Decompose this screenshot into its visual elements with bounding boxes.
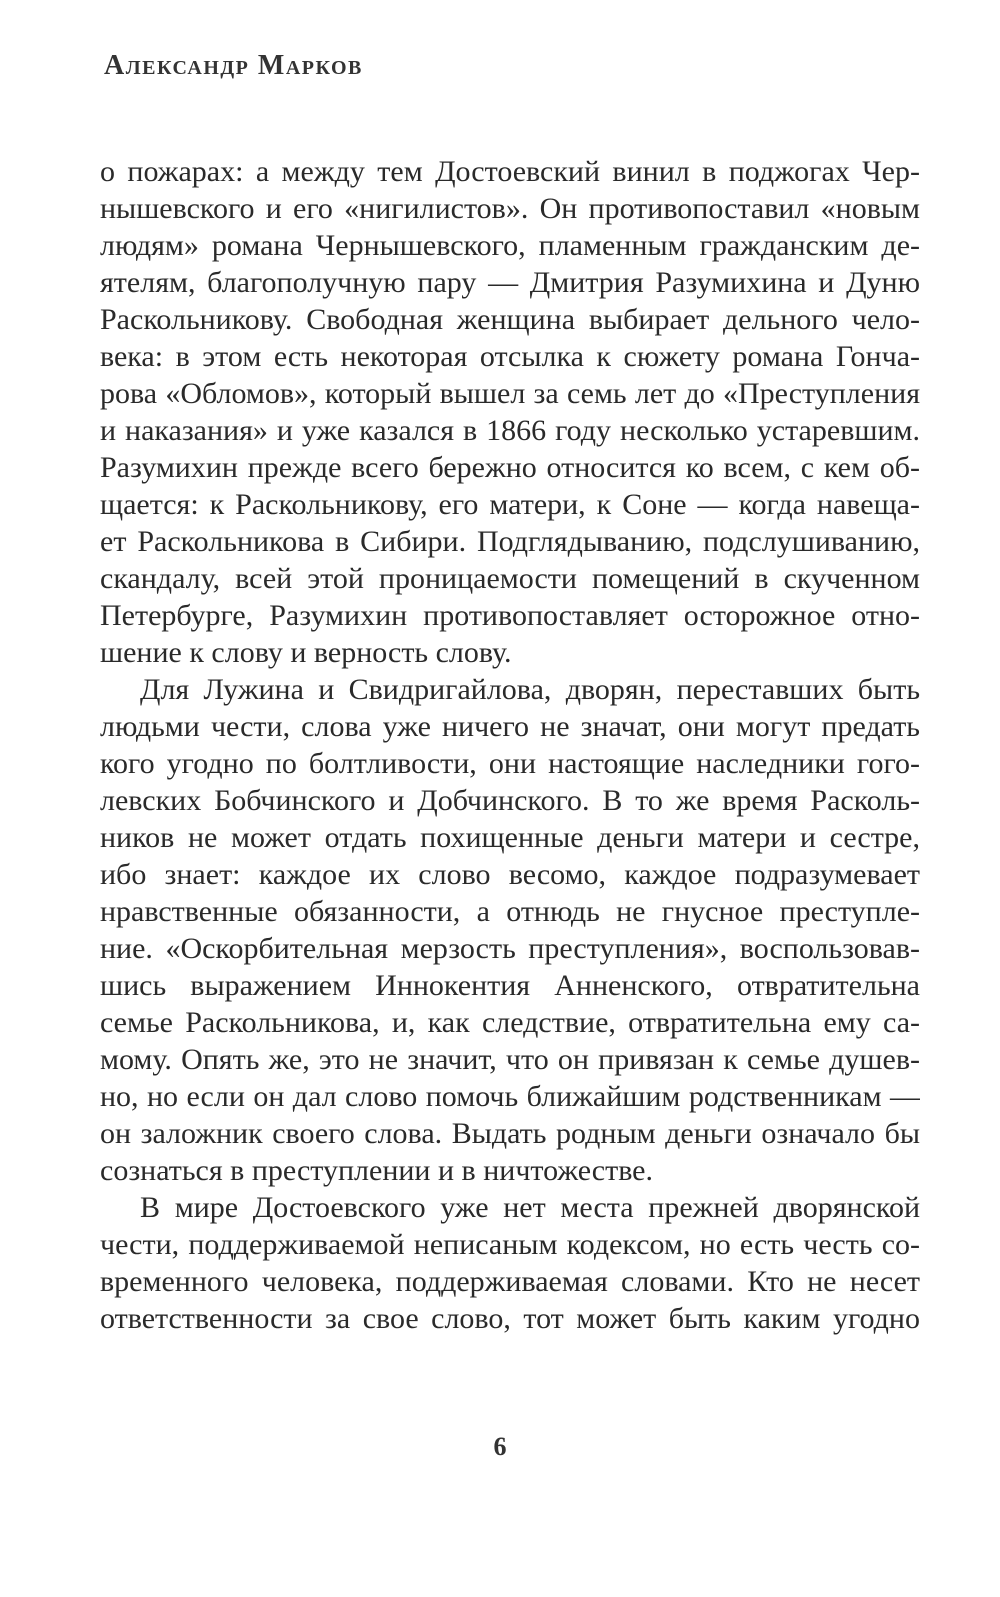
running-head: Александр Марков (104, 50, 363, 81)
text-line: ответственности за свое слово, тот может быть каким угодно (100, 1302, 920, 1335)
text-line: века: в этом есть некоторая отсылка к сюжету романа Гонча- (100, 340, 920, 373)
text-line: рова «Обломов», который вышел за семь лет до «Преступления (100, 377, 920, 410)
text-line: нышевского и его «нигилистов». Он противопоставил «новым (100, 192, 920, 225)
paragraph-first-line: Для Лужина и Свидригайлова, дворян, переставших быть (140, 673, 920, 706)
text-line: скандалу, всей этой проницаемости помещений в скученном (100, 562, 920, 595)
text-line: нравственные обязанности, а отнюдь не гнусное преступле- (100, 895, 920, 928)
body-text (100, 153, 920, 1337)
text-line: мому. Опять же, это не значит, что он привязан к семье душев- (100, 1043, 920, 1076)
text-line: щается: к Раскольникову, его матери, к Соне — когда навеща- (100, 488, 920, 521)
text-line: шись выражением Иннокентия Анненского, отвратительна (100, 969, 920, 1002)
text-line: ибо знает: каждое их слово весомо, каждое подразумевает (100, 858, 920, 891)
text-line: шение к слову и верность слову. (100, 636, 512, 669)
text-line: людьми чести, слова уже ничего не значат, они могут предать (100, 710, 920, 743)
text-line: но, но если он дал слово помочь ближайшим родственникам — (100, 1080, 920, 1113)
text-line: ет Раскольникова в Сибири. Подглядыванию, подслушиванию, (100, 525, 920, 558)
paragraph-first-line: В мире Достоевского уже нет места прежней дворянской (140, 1191, 920, 1224)
text-line: Раскольникову. Свободная женщина выбирает дельного чело- (100, 303, 920, 336)
text-line: кого угодно по болтливости, они настоящие наследники гого- (100, 747, 920, 780)
text-line: ние. «Оскорбительная мерзость преступления», воспользовав- (100, 932, 920, 965)
text-line: левских Бобчинского и Добчинского. В то же время Расколь- (100, 784, 920, 817)
text-line: ятелям, благополучную пару — Дмитрия Разумихина и Дуню (100, 266, 920, 299)
text-line: Разумихин прежде всего бережно относится ко всем, с кем об- (100, 451, 920, 484)
text-line: он заложник своего слова. Выдать родным деньги означало бы (100, 1117, 920, 1150)
text-line: Петербурге, Разумихин противопоставляет осторожное отно- (100, 599, 920, 632)
text-line: людям» романа Чернышевского, пламенным гражданским де- (100, 229, 920, 262)
text-line: чести, поддерживаемой неписаным кодексом, но есть честь со- (100, 1228, 920, 1261)
text-line: временного человека, поддерживаемая словами. Кто не несет (100, 1265, 920, 1298)
page-number: 6 (493, 1432, 507, 1461)
text-line: ников не может отдать похищенные деньги матери и сестре, (100, 821, 920, 854)
text-line: о пожарах: а между тем Достоевский винил в поджогах Чер- (100, 155, 920, 188)
text-line: сознаться в преступлении и в ничтожестве. (100, 1154, 653, 1187)
text-line: семье Раскольникова, и, как следствие, отвратительна ему са- (100, 1006, 920, 1039)
text-line: и наказания» и уже казался в 1866 году несколько устаревшим. (100, 414, 920, 447)
